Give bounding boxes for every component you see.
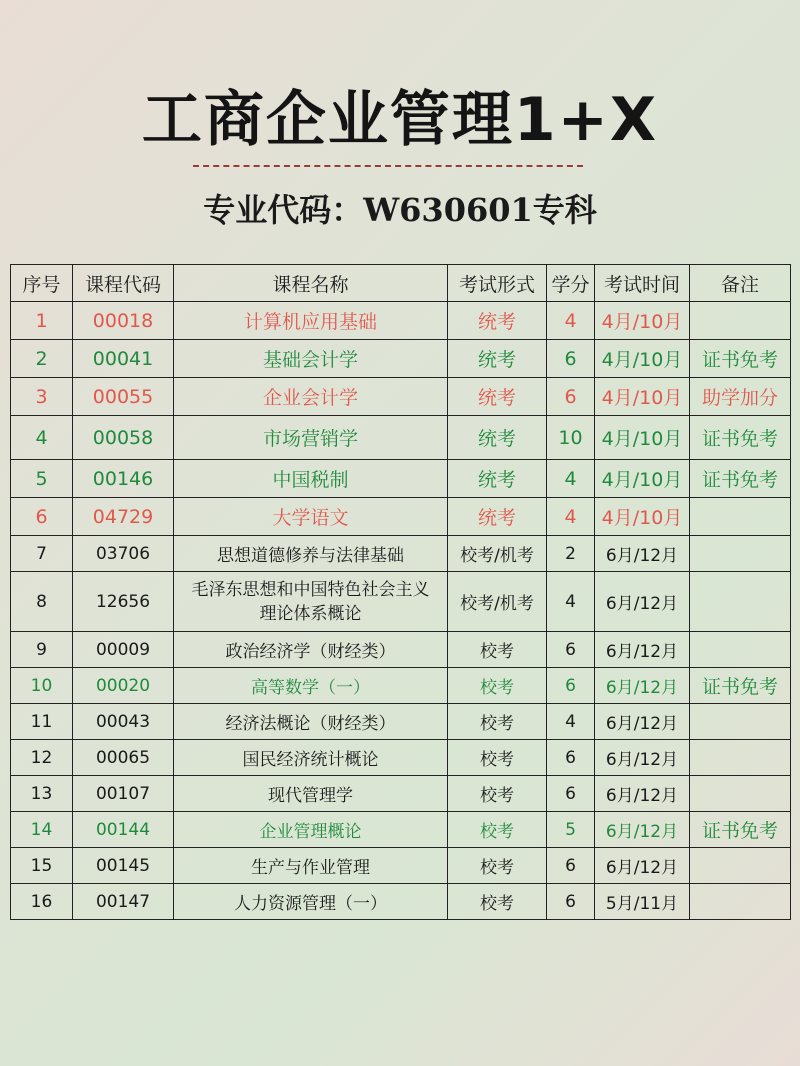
cell-no: 1 bbox=[11, 302, 73, 340]
cell-credit: 4 bbox=[547, 460, 595, 498]
cell-form: 校考 bbox=[448, 776, 547, 812]
cell-time: 6月/12月 bbox=[595, 668, 690, 704]
page-title: 工商企业管理1+X bbox=[141, 85, 659, 155]
table-row bbox=[11, 884, 791, 920]
cell-time: 6月/12月 bbox=[595, 704, 690, 740]
title-divider bbox=[193, 165, 583, 167]
cell-name: 市场营销学 bbox=[174, 416, 448, 460]
cell-name bbox=[174, 572, 448, 632]
cell-credit: 4 bbox=[547, 498, 595, 536]
table-row bbox=[11, 704, 791, 740]
cell-form: 校考 bbox=[448, 848, 547, 884]
cell-form: 统考 bbox=[448, 340, 547, 378]
cell-note bbox=[690, 884, 791, 920]
cell-time: 5月/11月 bbox=[595, 884, 690, 920]
header-credit: 学分 bbox=[547, 265, 595, 302]
table-row bbox=[11, 416, 791, 460]
cell-no: 5 bbox=[11, 460, 73, 498]
table-row bbox=[11, 498, 791, 536]
major-code: 专业代码：W630601专科 bbox=[203, 191, 597, 229]
table-row bbox=[11, 460, 791, 498]
table-row bbox=[11, 340, 791, 378]
cell-time: 6月/12月 bbox=[595, 536, 690, 572]
cell-name: 思想道德修养与法律基础 bbox=[174, 536, 448, 572]
cell-credit: 4 bbox=[547, 302, 595, 340]
cell-note bbox=[690, 776, 791, 812]
cell-code: 00145 bbox=[73, 848, 174, 884]
cell-form: 统考 bbox=[448, 378, 547, 416]
cell-no: 8 bbox=[11, 572, 73, 632]
cell-credit: 6 bbox=[547, 776, 595, 812]
cell-code: 00058 bbox=[73, 416, 174, 460]
cell-form: 校考 bbox=[448, 668, 547, 704]
cell-note bbox=[690, 740, 791, 776]
cell-note: 证书免考 bbox=[690, 460, 791, 498]
header-no: 序号 bbox=[11, 265, 73, 302]
table-row bbox=[11, 776, 791, 812]
cell-name: 经济法概论（财经类） bbox=[174, 704, 448, 740]
cell-credit: 6 bbox=[547, 340, 595, 378]
cell-note: 证书免考 bbox=[690, 668, 791, 704]
cell-credit: 4 bbox=[547, 572, 595, 632]
cell-code: 00055 bbox=[73, 378, 174, 416]
cell-time: 6月/12月 bbox=[595, 776, 690, 812]
cell-credit: 6 bbox=[547, 740, 595, 776]
cell-credit: 6 bbox=[547, 884, 595, 920]
cell-no: 4 bbox=[11, 416, 73, 460]
cell-credit: 6 bbox=[547, 848, 595, 884]
cell-name: 生产与作业管理 bbox=[174, 848, 448, 884]
cell-credit: 6 bbox=[547, 378, 595, 416]
cell-code: 00107 bbox=[73, 776, 174, 812]
cell-code: 00041 bbox=[73, 340, 174, 378]
cell-name: 中国税制 bbox=[174, 460, 448, 498]
course-table bbox=[10, 264, 791, 920]
cell-form: 统考 bbox=[448, 460, 547, 498]
cell-name: 大学语文 bbox=[174, 498, 448, 536]
cell-time: 4月/10月 bbox=[595, 302, 690, 340]
cell-code: 03706 bbox=[73, 536, 174, 572]
cell-form: 校考 bbox=[448, 812, 547, 848]
cell-time: 4月/10月 bbox=[595, 378, 690, 416]
cell-form: 校考/机考 bbox=[448, 572, 547, 632]
cell-no: 3 bbox=[11, 378, 73, 416]
cell-form: 校考 bbox=[448, 740, 547, 776]
cell-note bbox=[690, 704, 791, 740]
cell-time: 4月/10月 bbox=[595, 416, 690, 460]
cell-name: 国民经济统计概论 bbox=[174, 740, 448, 776]
cell-form: 校考 bbox=[448, 884, 547, 920]
header-time: 考试时间 bbox=[595, 265, 690, 302]
cell-name: 企业管理概论 bbox=[174, 812, 448, 848]
cell-credit: 6 bbox=[547, 632, 595, 668]
cell-code: 00147 bbox=[73, 884, 174, 920]
cell-name: 政治经济学（财经类） bbox=[174, 632, 448, 668]
cell-form: 统考 bbox=[448, 498, 547, 536]
cell-note bbox=[690, 632, 791, 668]
table-row bbox=[11, 536, 791, 572]
cell-credit: 10 bbox=[547, 416, 595, 460]
cell-form: 校考 bbox=[448, 632, 547, 668]
cell-time: 6月/12月 bbox=[595, 812, 690, 848]
cell-credit: 5 bbox=[547, 812, 595, 848]
cell-form: 校考 bbox=[448, 704, 547, 740]
header-note: 备注 bbox=[690, 265, 791, 302]
cell-form: 校考/机考 bbox=[448, 536, 547, 572]
cell-note bbox=[690, 572, 791, 632]
cell-code: 00144 bbox=[73, 812, 174, 848]
cell-time: 6月/12月 bbox=[595, 632, 690, 668]
cell-note: 证书免考 bbox=[690, 340, 791, 378]
cell-name: 现代管理学 bbox=[174, 776, 448, 812]
cell-no: 13 bbox=[11, 776, 73, 812]
cell-no: 6 bbox=[11, 498, 73, 536]
cell-no: 16 bbox=[11, 884, 73, 920]
cell-time: 4月/10月 bbox=[595, 498, 690, 536]
cell-note: 证书免考 bbox=[690, 812, 791, 848]
cell-time: 4月/10月 bbox=[595, 340, 690, 378]
table-row bbox=[11, 848, 791, 884]
cell-no: 14 bbox=[11, 812, 73, 848]
cell-time: 6月/12月 bbox=[595, 848, 690, 884]
cell-note: 助学加分 bbox=[690, 378, 791, 416]
cell-note bbox=[690, 302, 791, 340]
cell-no: 9 bbox=[11, 632, 73, 668]
cell-no: 11 bbox=[11, 704, 73, 740]
cell-note: 证书免考 bbox=[690, 416, 791, 460]
header-form: 考试形式 bbox=[448, 265, 547, 302]
table-row bbox=[11, 740, 791, 776]
cell-no: 7 bbox=[11, 536, 73, 572]
cell-name: 人力资源管理（一） bbox=[174, 884, 448, 920]
cell-note bbox=[690, 848, 791, 884]
cell-credit: 4 bbox=[547, 704, 595, 740]
cell-name: 基础会计学 bbox=[174, 340, 448, 378]
cell-form: 统考 bbox=[448, 302, 547, 340]
table-row bbox=[11, 378, 791, 416]
cell-note bbox=[690, 536, 791, 572]
cell-name: 高等数学（一） bbox=[174, 668, 448, 704]
cell-name: 计算机应用基础 bbox=[174, 302, 448, 340]
cell-form: 统考 bbox=[448, 416, 547, 460]
table-row bbox=[11, 572, 791, 632]
cell-code: 00043 bbox=[73, 704, 174, 740]
cell-code: 04729 bbox=[73, 498, 174, 536]
cell-code: 00018 bbox=[73, 302, 174, 340]
cell-time: 4月/10月 bbox=[595, 460, 690, 498]
cell-note bbox=[690, 498, 791, 536]
table-row bbox=[11, 302, 791, 340]
cell-name-line2: 理论体系概论 bbox=[259, 603, 362, 624]
cell-code: 12656 bbox=[73, 572, 174, 632]
cell-credit: 6 bbox=[547, 668, 595, 704]
table-row bbox=[11, 668, 791, 704]
cell-no: 12 bbox=[11, 740, 73, 776]
table-header-row bbox=[11, 265, 791, 302]
cell-time: 6月/12月 bbox=[595, 740, 690, 776]
header-name: 课程名称 bbox=[174, 265, 448, 302]
cell-no: 10 bbox=[11, 668, 73, 704]
cell-code: 00009 bbox=[73, 632, 174, 668]
cell-name-line1: 毛泽东思想和中国特色社会主义 bbox=[191, 579, 430, 600]
cell-credit: 2 bbox=[547, 536, 595, 572]
table-row bbox=[11, 812, 791, 848]
cell-no: 2 bbox=[11, 340, 73, 378]
cell-name: 企业会计学 bbox=[174, 378, 448, 416]
cell-time: 6月/12月 bbox=[595, 572, 690, 632]
table-row bbox=[11, 632, 791, 668]
cell-code: 00020 bbox=[73, 668, 174, 704]
header-code: 课程代码 bbox=[73, 265, 174, 302]
cell-code: 00065 bbox=[73, 740, 174, 776]
cell-code: 00146 bbox=[73, 460, 174, 498]
cell-no: 15 bbox=[11, 848, 73, 884]
